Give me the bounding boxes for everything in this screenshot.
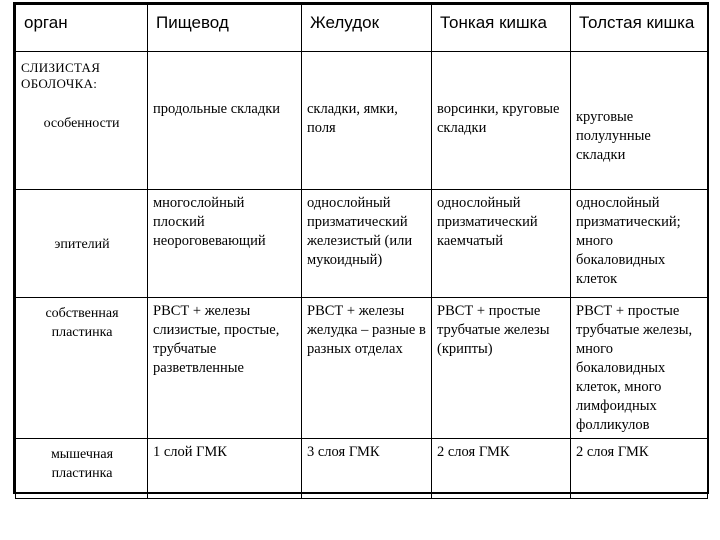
header-organ: орган xyxy=(16,5,148,52)
mucosa-comparison-table xyxy=(15,4,708,499)
cell-features-esophagus: продольные складки xyxy=(148,52,302,190)
cell-epithelium-esophagus: многослойный плоский неороговевающий xyxy=(148,190,302,298)
table-row-epithelium xyxy=(16,190,708,298)
row-label-muscularis: мышечная пластинка xyxy=(16,439,148,499)
cell-muscularis-large-intestine: 2 слоя ГМК xyxy=(571,439,708,499)
header-small-intestine: Тонкая кишка xyxy=(432,5,571,52)
cell-features-small-intestine: ворсинки, круговые складки xyxy=(432,52,571,190)
header-large-intestine: Толстая кишка xyxy=(571,5,708,52)
cell-epithelium-large-intestine: однослойный призматический; много бокаловидных клеток xyxy=(571,190,708,298)
section-title: СЛИЗИСТАЯ ОБОЛОЧКА: xyxy=(21,60,101,91)
row-label-cell-features xyxy=(16,52,148,190)
header-row xyxy=(16,5,708,52)
table-row-lamina-propria xyxy=(16,298,708,439)
table-row-features xyxy=(16,52,708,190)
header-esophagus: Пищевод xyxy=(148,5,302,52)
header-stomach: Желудок xyxy=(302,5,432,52)
cell-muscularis-stomach: 3 слоя ГМК xyxy=(302,439,432,499)
cell-lamina-large-intestine: РВСТ + простые трубчатые железы, много бокаловидных клеток, много лимфоидных фолликулов xyxy=(571,298,708,439)
cell-lamina-small-intestine: РВСТ + простые трубчатые железы (крипты) xyxy=(432,298,571,439)
cell-features-large-intestine: круговые полулунные складки xyxy=(571,52,708,190)
row-label-lamina-propria: собственная пластинка xyxy=(16,298,148,439)
cell-muscularis-esophagus: 1 слой ГМК xyxy=(148,439,302,499)
cell-features-stomach: складки, ямки, поля xyxy=(302,52,432,190)
cell-muscularis-small-intestine: 2 слоя ГМК xyxy=(432,439,571,499)
cell-epithelium-stomach: однослойный призматический железистый (или мукоидный) xyxy=(302,190,432,298)
cell-lamina-esophagus: РВСТ + железы слизистые, простые, трубчатые разветвленные xyxy=(148,298,302,439)
cell-epithelium-small-intestine: однослойный призматический каемчатый xyxy=(432,190,571,298)
row-label-epithelium: эпителий xyxy=(16,190,148,298)
row-label-features: особенности xyxy=(43,116,120,131)
cell-lamina-stomach: РВСТ + железы желудка – разные в разных отделах xyxy=(302,298,432,439)
table-row-muscularis xyxy=(16,439,708,499)
